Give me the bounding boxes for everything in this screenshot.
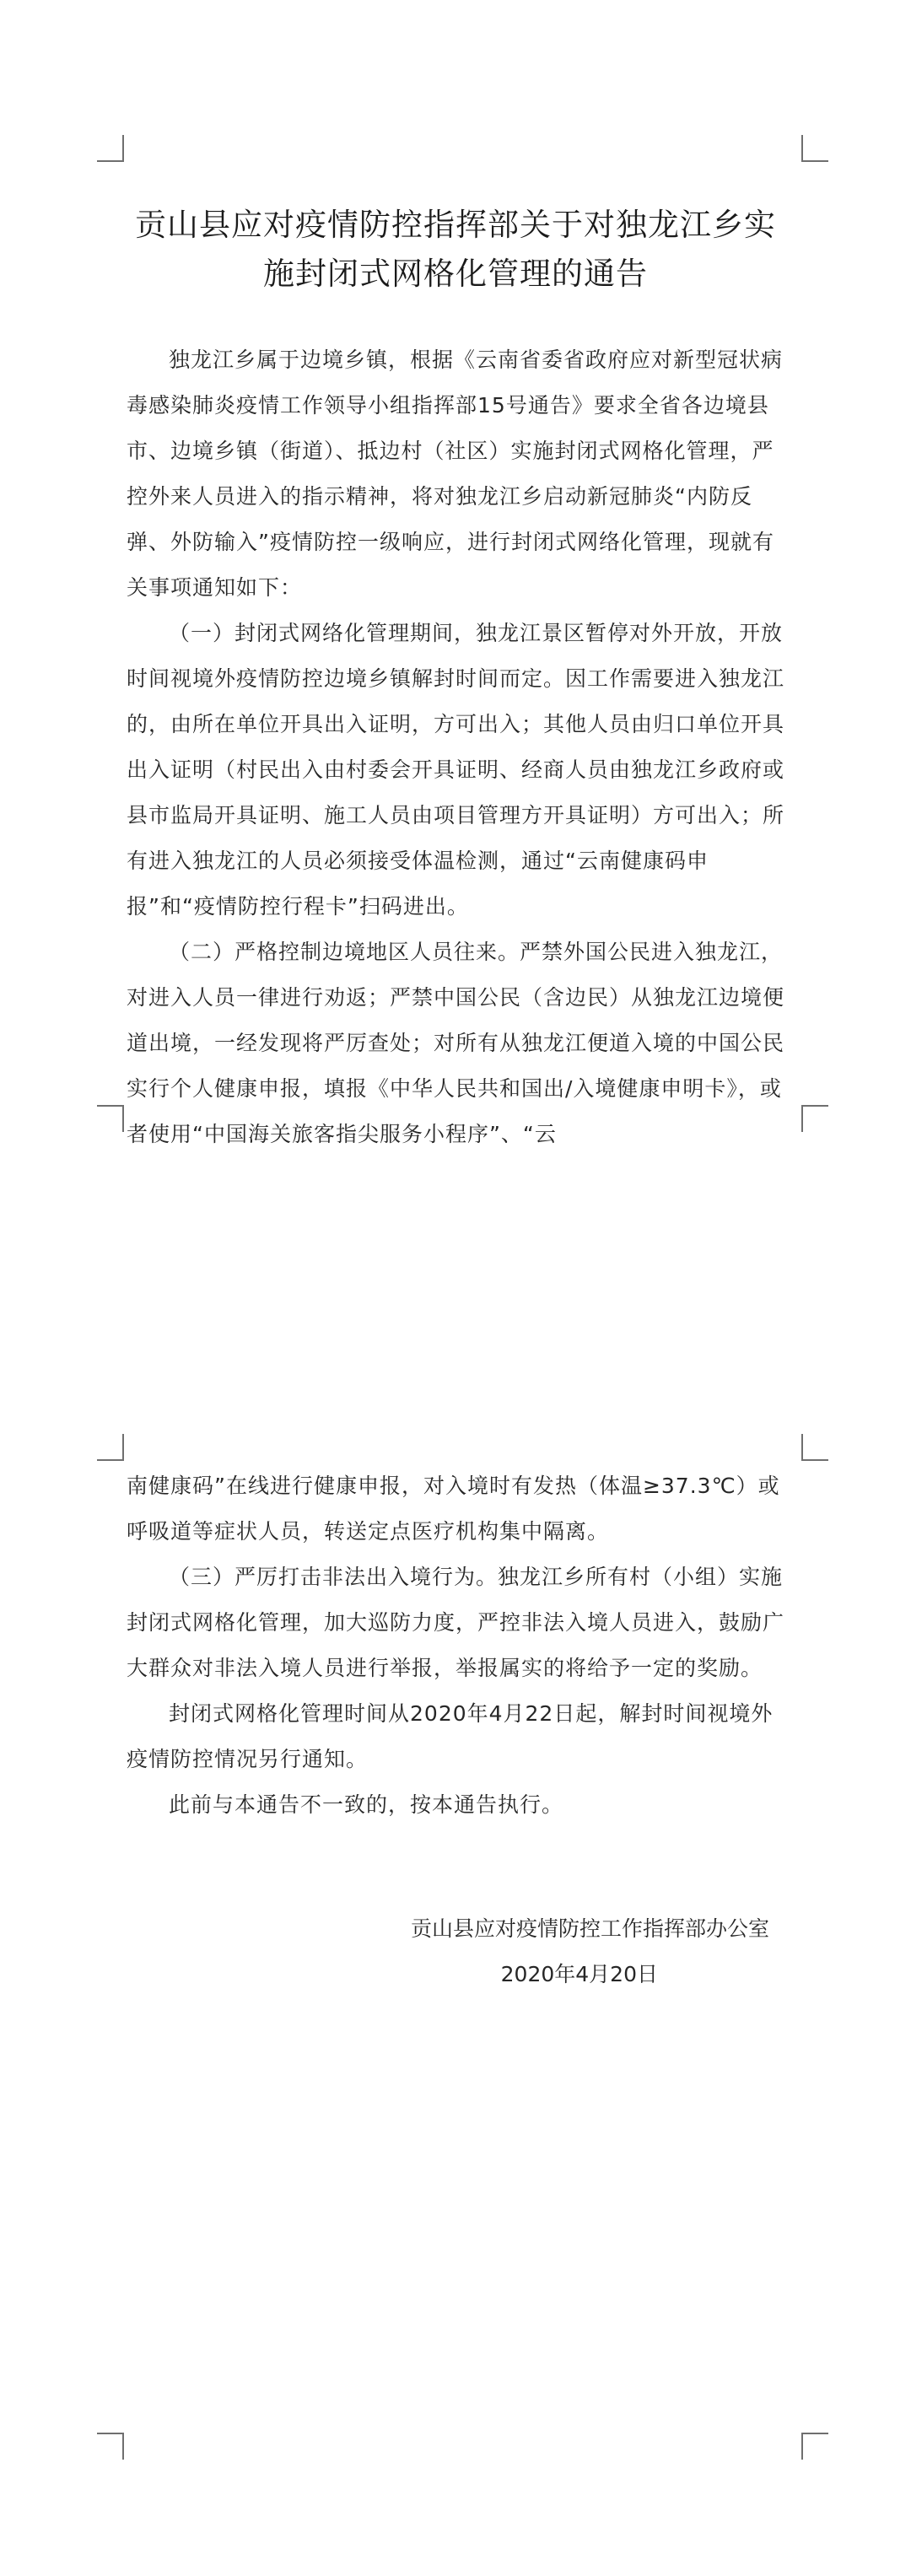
crop-mark-bottom-right — [801, 1105, 828, 1132]
item-2-continuation: 南健康码”在线进行健康申报，对入境时有发热（体温≥37.3℃）或呼吸道等症状人员，转送定点医疗机构集中隔离。 — [127, 1474, 780, 1544]
item-1-paragraph: （一）封闭式网络化管理期间，独龙江景区暂停对外开放，开放时间视境外疫情防控边境乡镇解封时间而定。因工作需要进入独龙江的，由所在单位开具出入证明，方可出入；其他人员由归口单位开具出入证明（村民出入由村委会开具证明、经商人员由独龙江乡政府或县市监局开具证明、施工人员由项目管理方开具证明）方可出入；所有进入独龙江的人员必须接受体温检测，通过“云南健康码申报”和“疫情防控行程卡”扫码进出。 — [127, 621, 785, 919]
closing-paragraph: 此前与本通告不一致的，按本通告执行。 — [169, 1792, 564, 1817]
notice-title: 贡山县应对疫情防控指挥部关于对独龙江乡实施封闭式网格化管理的通告 — [135, 207, 776, 292]
duration-paragraph: 封闭式网格化管理时间从2020年4月22日起，解封时间视境外疫情防控情况另行通知。 — [127, 1701, 774, 1771]
crop-mark-top-left — [97, 1434, 124, 1461]
crop-mark-bottom-left — [97, 1105, 124, 1132]
crop-mark-bottom-right — [801, 2433, 828, 2460]
item-3-paragraph: （三）严厉打击非法出入境行为。独龙江乡所有村（小组）实施封闭式网格化管理，加大巡防力度，严控非法入境人员进入，鼓励广大群众对非法入境人员进行举报，举报属实的将给予一定的奖励。 — [127, 1565, 785, 1680]
crop-mark-bottom-left — [97, 2433, 124, 2460]
issue-date: 2020年4月20日 — [500, 1962, 658, 1986]
document-page-1 — [0, 0, 911, 1146]
document-page-2 — [0, 1434, 911, 2576]
crop-mark-top-left — [97, 135, 124, 162]
intro-paragraph: 独龙江乡属于边境乡镇，根据《云南省委省政府应对新型冠状病毒感染肺炎疫情工作领导小组指挥部15号通告》要求全省各边境县市、边境乡镇（街道）、抵边村（社区）实施封闭式网格化管理，严控外来人员进入的指示精神，将对独龙江乡启动新冠肺炎“内防反弹、外防输入”疫情防控一级响应，进行封闭式网络化管理，现就有关事项通知如下： — [127, 348, 784, 600]
issuing-organization: 贡山县应对疫情防控工作指挥部办公室 — [410, 1916, 769, 1941]
signature-block — [127, 1906, 784, 1997]
crop-mark-top-right — [801, 135, 828, 162]
page1-body — [127, 337, 793, 1157]
item-2-paragraph: （二）严格控制边境地区人员往来。严禁外国公民进入独龙江，对进入人员一律进行劝返；严禁中国公民（含边民）从独龙江边境便道出境，一经发现将严厉查处；对所有从独龙江便道入境的中国公民实行个人健康申报，填报《中华人民共和国出/入境健康申明卡》，或者使用“中国海关旅客指尖服务小程序”、“云 — [127, 940, 785, 1146]
crop-mark-top-right — [801, 1434, 828, 1461]
page2-body — [127, 1463, 793, 1828]
